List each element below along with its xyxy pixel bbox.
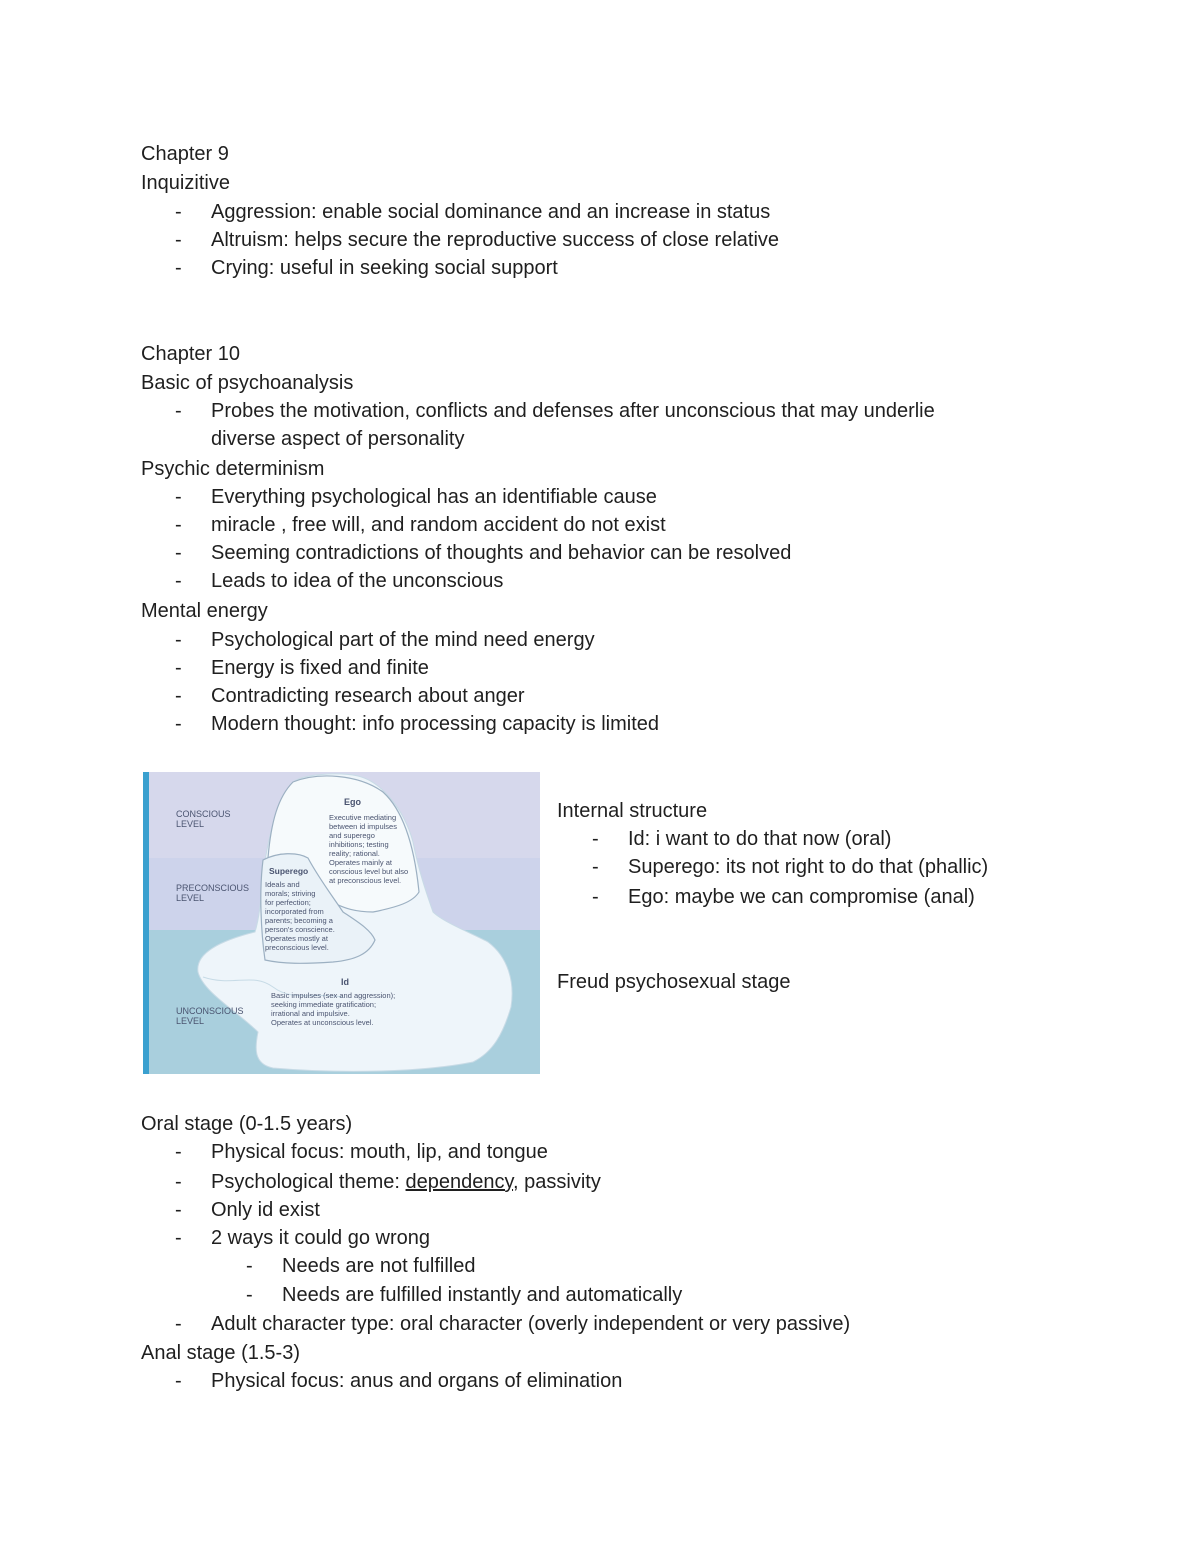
bullet-dash: - xyxy=(592,828,599,850)
list-item: Contradicting research about anger xyxy=(211,685,525,707)
internal-heading: Internal structure xyxy=(557,800,708,822)
level-label: LEVEL xyxy=(176,819,205,829)
dependency-underlined: dependency xyxy=(405,1171,514,1193)
chapter9-subheading: Inquizitive xyxy=(141,172,230,194)
level-label: UNCONSCIOUS xyxy=(176,1006,244,1016)
list-item: Id: i want to do that now (oral) xyxy=(628,828,892,850)
list-item: Seeming contradictions of thoughts and behavior can be resolved xyxy=(211,542,792,564)
id-text: Basic impulses (sex and aggression); xyxy=(271,991,396,1000)
chapter9-heading: Chapter 9 xyxy=(141,143,229,165)
bullet-dash: - xyxy=(175,514,182,536)
list-item: 2 ways it could go wrong xyxy=(211,1227,431,1249)
level-label: LEVEL xyxy=(176,1016,205,1026)
ego-text: reality; rational. xyxy=(329,849,380,858)
superego-text: for perfection; xyxy=(265,898,311,907)
list-item: Physical focus: mouth, lip, and tongue xyxy=(211,1141,548,1163)
basics-heading: Basic of psychoanalysis xyxy=(141,372,354,394)
bullet-dash: - xyxy=(175,570,182,592)
bullet-dash: - xyxy=(175,713,182,735)
ego-title: Ego xyxy=(344,797,361,807)
mental-heading: Mental energy xyxy=(141,600,268,622)
level-label: CONSCIOUS xyxy=(176,809,231,819)
anal-heading: Anal stage (1.5-3) xyxy=(141,1342,300,1364)
bullet-dash: - xyxy=(175,201,182,223)
superego-text: Ideals and xyxy=(265,880,300,889)
bullet-dash: - xyxy=(175,657,182,679)
bullet-dash: - xyxy=(175,1370,182,1392)
superego-text: parents; becoming a xyxy=(265,916,333,925)
bullet-dash: - xyxy=(175,1227,182,1249)
list-item xyxy=(211,1168,601,1196)
bullet-dash: - xyxy=(246,1255,253,1277)
bullet-dash: - xyxy=(246,1284,253,1306)
list-item: Probes the motivation, conflicts and defenses after unconscious that may underlie xyxy=(211,400,935,422)
ego-text: inhibitions; testing xyxy=(329,840,389,849)
bullet-dash: - xyxy=(175,257,182,279)
id-text: seeking immediate gratification; xyxy=(271,1000,377,1009)
bullet-dash: - xyxy=(175,1199,182,1221)
list-item: Adult character type: oral character (overly independent or very passive) xyxy=(211,1313,851,1335)
bullet-dash: - xyxy=(175,629,182,651)
sub-list-item: Needs are not fulfilled xyxy=(282,1255,476,1277)
list-item: Psychological part of the mind need energy xyxy=(211,629,595,651)
list-item: Modern thought: info processing capacity is limited xyxy=(211,713,660,735)
ego-text: at preconscious level. xyxy=(329,876,402,885)
superego-text: preconscious level. xyxy=(265,943,329,952)
oral-heading: Oral stage (0-1.5 years) xyxy=(141,1113,353,1135)
theme-prefix: Psychological theme: xyxy=(211,1171,406,1193)
list-item: Altruism: helps secure the reproductive success of close relative xyxy=(211,229,780,251)
bullet-dash: - xyxy=(592,856,599,878)
iceberg-figure xyxy=(143,772,540,1074)
list-item: Leads to idea of the unconscious xyxy=(211,570,504,592)
superego-text: morals; striving xyxy=(265,889,316,898)
list-item: Superego: its not right to do that (phallic) xyxy=(628,856,989,878)
ego-text: Executive mediating xyxy=(329,813,397,822)
bullet-dash: - xyxy=(175,542,182,564)
list-item: Ego: maybe we can compromise (anal) xyxy=(628,886,975,908)
ego-text: between id impulses xyxy=(329,822,397,831)
bullet-dash: - xyxy=(175,229,182,251)
bullet-dash: - xyxy=(592,886,599,908)
bullet-dash: - xyxy=(175,1141,182,1163)
list-item: Aggression: enable social dominance and an increase in status xyxy=(211,201,771,223)
list-item: miracle , free will, and random accident do not exist xyxy=(211,514,666,536)
ego-text: and superego xyxy=(329,831,375,840)
theme-suffix: , passivity xyxy=(513,1171,601,1193)
sub-list-item: Needs are fulfilled instantly and automatically xyxy=(282,1284,683,1306)
left-bar xyxy=(143,772,149,1074)
level-label: PRECONSCIOUS xyxy=(176,883,250,893)
bullet-dash: - xyxy=(175,685,182,707)
list-item-continuation: diverse aspect of personality xyxy=(211,428,465,450)
chapter10-heading: Chapter 10 xyxy=(141,343,240,365)
list-item: Physical focus: anus and organs of elimination xyxy=(211,1370,623,1392)
freud-heading: Freud psychosexual stage xyxy=(557,971,791,993)
bullet-dash: - xyxy=(175,1313,182,1335)
id-text: Operates at unconscious level. xyxy=(271,1018,374,1027)
id-title: Id xyxy=(341,977,349,987)
bullet-dash: - xyxy=(175,1171,182,1193)
list-item: Only id exist xyxy=(211,1199,320,1221)
bullet-dash: - xyxy=(175,400,182,422)
list-item: Energy is fixed and finite xyxy=(211,657,429,679)
superego-text: incorporated from xyxy=(265,907,324,916)
list-item: Everything psychological has an identifiable cause xyxy=(211,486,657,508)
id-text: irrational and impulsive. xyxy=(271,1009,350,1018)
psychic-heading: Psychic determinism xyxy=(141,458,325,480)
ego-text: Operates mainly at xyxy=(329,858,392,867)
superego-text: Operates mostly at xyxy=(265,934,328,943)
ego-text: conscious level but also xyxy=(329,867,409,876)
superego-title: Superego xyxy=(269,866,309,876)
level-label: LEVEL xyxy=(176,893,205,903)
bullet-dash: - xyxy=(175,486,182,508)
superego-text: person's conscience. xyxy=(265,925,335,934)
list-item: Crying: useful in seeking social support xyxy=(211,257,558,279)
